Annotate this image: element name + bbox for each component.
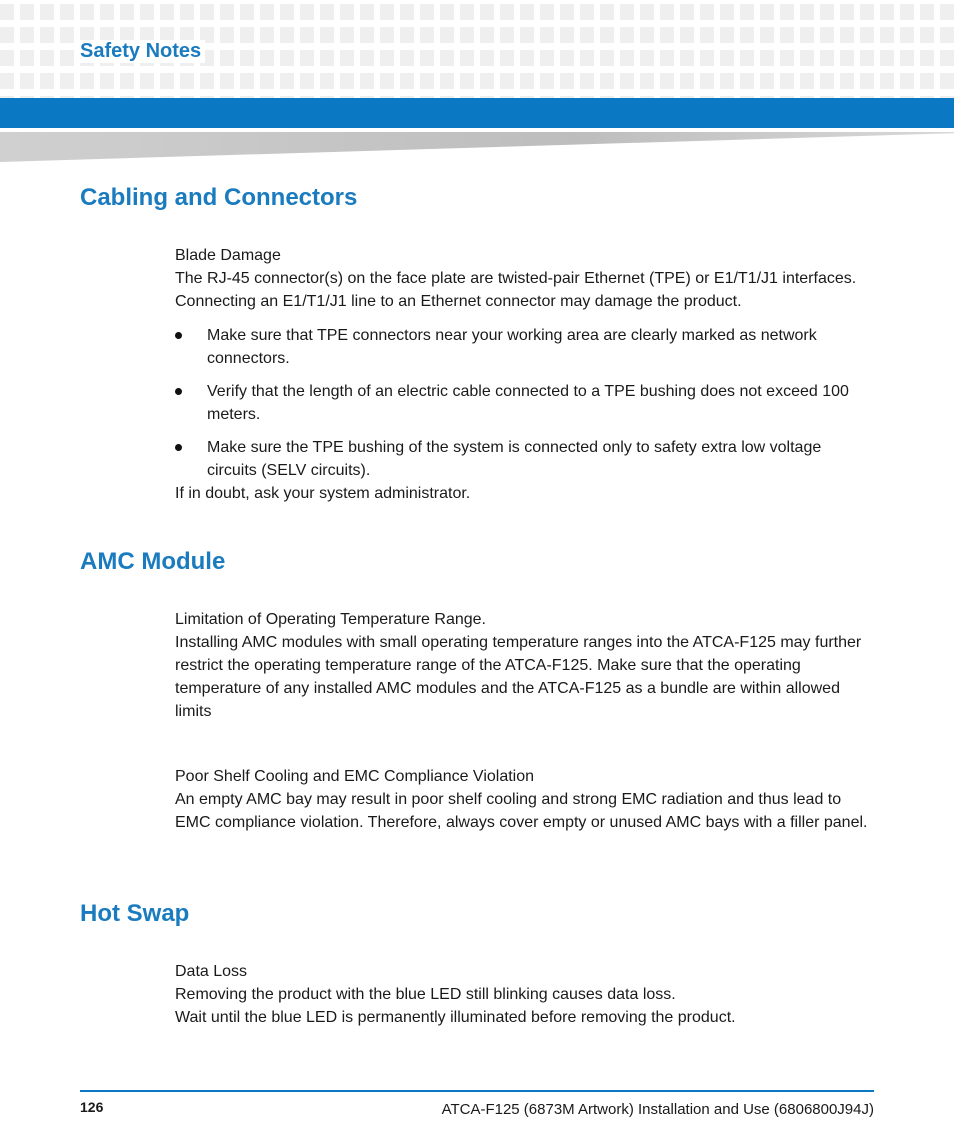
header-grey-wedge <box>0 132 954 162</box>
section-heading-cabling: Cabling and Connectors <box>80 184 358 211</box>
note-temperature <box>175 608 875 723</box>
list-item <box>175 436 875 482</box>
note-title: Poor Shelf Cooling and EMC Compliance Violation <box>175 768 535 785</box>
note-text: An empty AMC bay may result in poor shelf cooling and strong EMC radiation and thus lead to EMC compliance violation. Therefore, always cover empty or unused AMC bays with a filler panel. <box>175 791 868 831</box>
note-title: Limitation of Operating Temperature Range. <box>175 611 486 628</box>
note-text: Removing the product with the blue LED still blinking causes data loss. <box>175 986 676 1003</box>
note-after-text: If in doubt, ask your system administrator. <box>175 485 471 502</box>
list-item <box>175 380 875 426</box>
note-title: Data Loss <box>175 963 248 980</box>
note-title: Blade Damage <box>175 247 281 264</box>
chapter-title: Safety Notes <box>80 40 205 63</box>
section-heading-amc: AMC Module <box>80 548 226 575</box>
bullet-list <box>175 324 875 482</box>
note-text: The RJ-45 connector(s) on the face plate are twisted-pair Ethernet (TPE) or E1/T1/J1 interfaces. Connecting an E1/T1/J1 line to an Ethernet connector may damage the product. <box>175 270 857 310</box>
bullet-icon <box>175 444 182 451</box>
note-text-2: Wait until the blue LED is permanently illuminated before removing the product. <box>175 1009 736 1026</box>
note-data-loss <box>175 960 875 1029</box>
bullet-icon <box>175 332 182 339</box>
list-item-text: Make sure that TPE connectors near your working area are clearly marked as network connectors. <box>207 327 817 367</box>
note-blade-damage <box>175 244 875 505</box>
header-blue-bar <box>0 98 954 128</box>
list-item-text: Make sure the TPE bushing of the system is connected only to safety extra low voltage circuits (SELV circuits). <box>207 439 822 479</box>
list-item <box>175 324 875 370</box>
footer-divider <box>80 1090 874 1092</box>
note-cooling <box>175 765 875 834</box>
footer-doc-title: ATCA-F125 (6873M Artwork) Installation and Use (6806800J94J) <box>441 1101 874 1118</box>
note-text: Installing AMC modules with small operating temperature ranges into the ATCA-F125 may further restrict the operating temperature range of the ATCA-F125. Make sure that the operating temperature of any installed AMC modules and the ATCA-F125 as a bundle are within allowed limits <box>175 634 862 720</box>
bullet-icon <box>175 388 182 395</box>
page-number: 126 <box>80 1099 104 1115</box>
list-item-text: Verify that the length of an electric cable connected to a TPE bushing does not exceed 100 meters. <box>207 383 849 423</box>
section-heading-hot-swap: Hot Swap <box>80 900 190 927</box>
